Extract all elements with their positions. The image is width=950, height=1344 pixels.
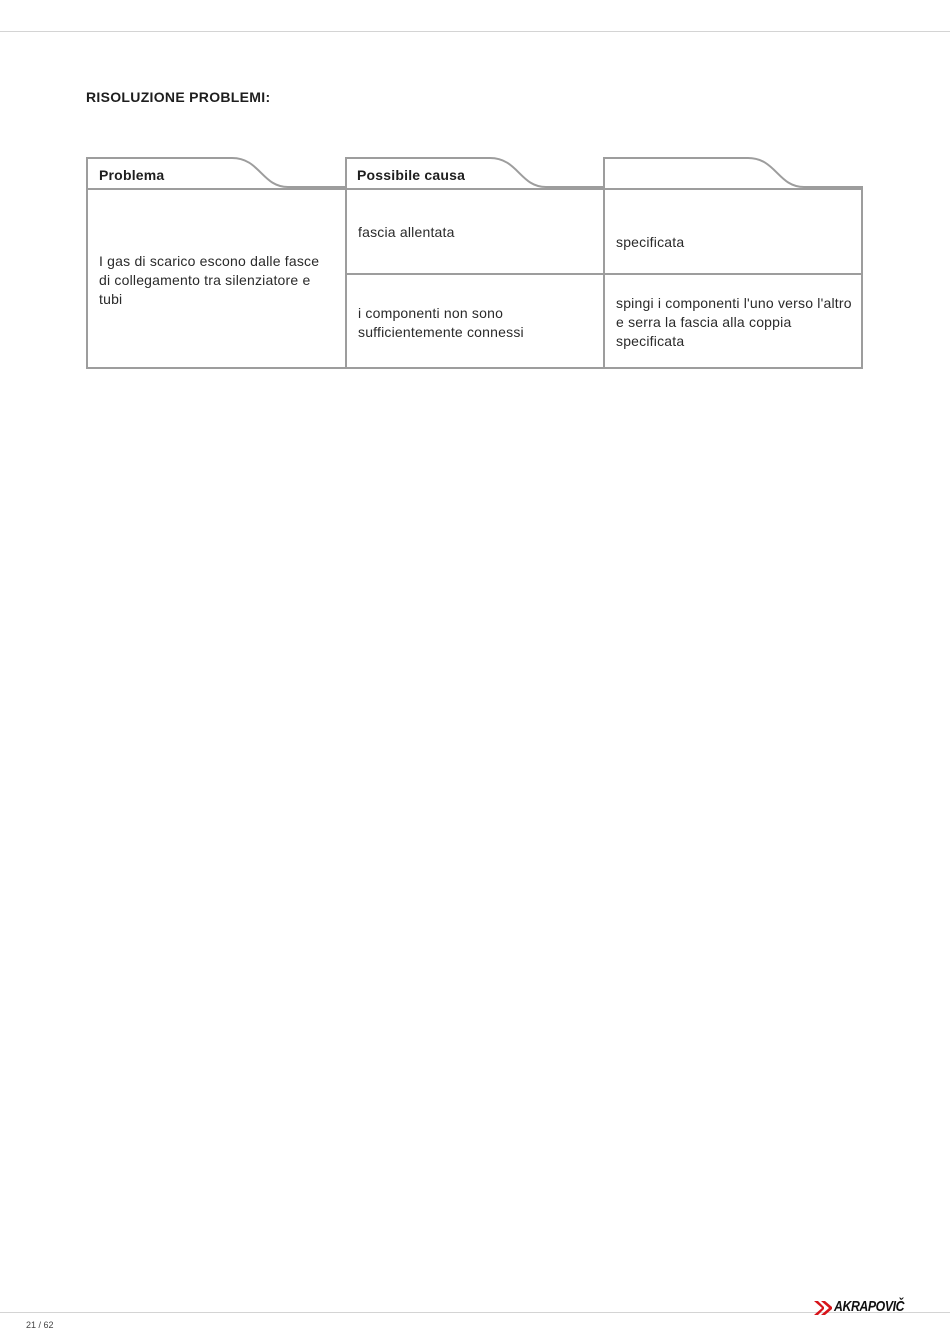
logo-wordmark: AKRAPOVIČ bbox=[834, 1298, 905, 1315]
solution-cell-2: spingi i componenti l'uno verso l'altro e serra la fascia alla coppia specificata bbox=[616, 295, 852, 349]
solution-cell-1: specificata bbox=[616, 234, 685, 250]
problem-cell: I gas di scarico escono dalle fasce di collegamento tra silenziatore e tubi bbox=[99, 253, 320, 307]
scorpion-logo-icon bbox=[812, 1299, 834, 1317]
brand-logo bbox=[812, 1297, 905, 1319]
troubleshooting-table bbox=[86, 188, 863, 369]
tab-shape-solution bbox=[604, 158, 863, 188]
cause-cell-1: fascia allentata bbox=[358, 224, 455, 240]
top-rule bbox=[0, 31, 950, 32]
cause-cell-2: i componenti non sono sufficientemente connessi bbox=[358, 305, 524, 340]
page-number: 21 / 62 bbox=[26, 1320, 54, 1330]
row-divider bbox=[347, 273, 863, 275]
section-title: RISOLUZIONE PROBLEMI: bbox=[86, 89, 271, 105]
header-problem: Problema bbox=[99, 167, 165, 183]
header-cause: Possibile causa bbox=[357, 167, 466, 183]
footer-rule bbox=[0, 1312, 950, 1313]
column-divider bbox=[345, 190, 347, 367]
column-divider bbox=[603, 190, 605, 367]
